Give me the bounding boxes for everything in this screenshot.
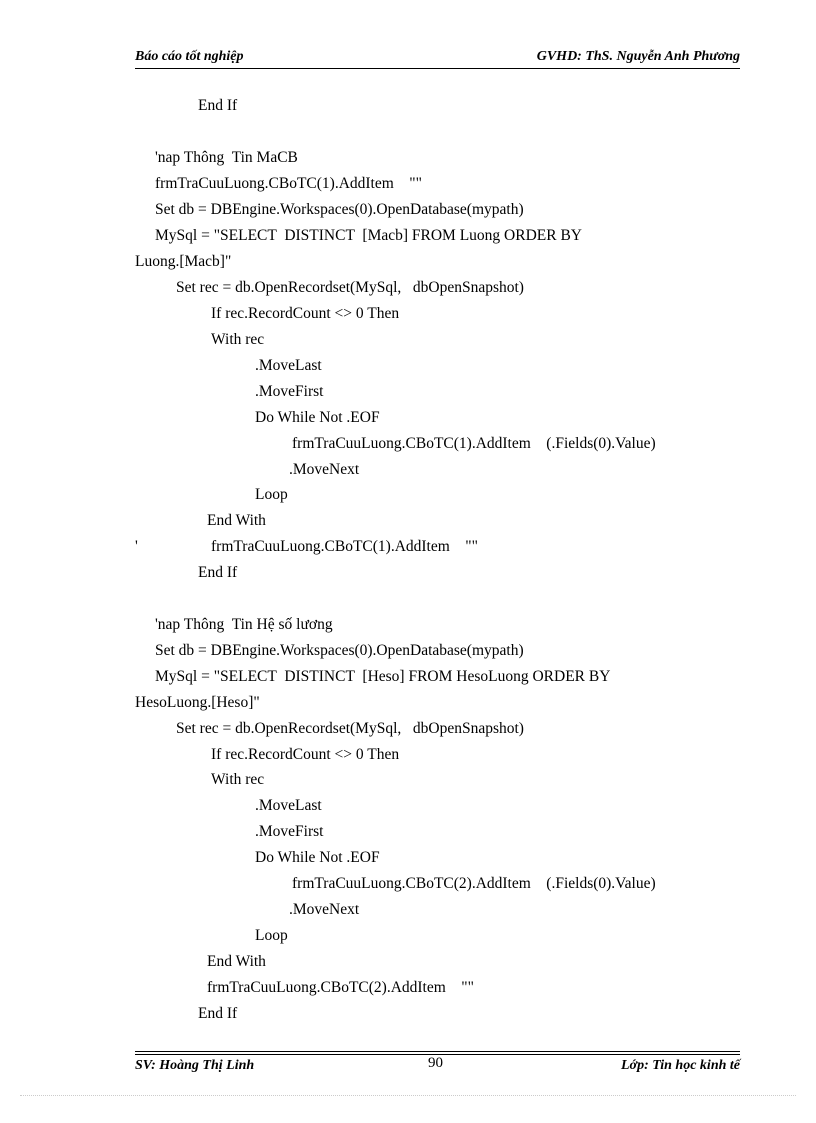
page-edge-divider [20,1095,796,1096]
code-line: frmTraCuuLuong.CBoTC(1).AddItem "" [211,538,478,555]
code-line: frmTraCuuLuong.CBoTC(2).AddItem (.Fields(0).Value) [292,875,656,892]
code-line: 'nap Thông Tin Hệ số lương [155,616,333,633]
code-line: frmTraCuuLuong.CBoTC(1).AddItem (.Fields(0).Value) [292,435,656,452]
code-line: End With [207,953,266,970]
footer-left: SV: Hoàng Thị Linh [135,1058,255,1073]
code-line: 'nap Thông Tin MaCB [155,149,298,166]
code-line: HesoLuong.[Heso]" [135,694,260,711]
code-line: If rec.RecordCount <> 0 Then [211,305,400,322]
code-line: MySql = "SELECT DISTINCT [Macb] FROM Luong ORDER BY [155,227,582,244]
code-line: MySql = "SELECT DISTINCT [Heso] FROM HesoLuong ORDER BY [155,668,611,685]
code-line: frmTraCuuLuong.CBoTC(2).AddItem "" [207,979,474,996]
code-line: End With [207,512,266,529]
code-line: End If [198,564,238,581]
code-line: With rec [211,771,265,788]
code-line: frmTraCuuLuong.CBoTC(1).AddItem "" [155,175,422,192]
code-line: Loop [255,927,288,944]
header-left: Báo cáo tốt nghiệp [135,49,244,64]
code-line: Do While Not .EOF [255,849,380,866]
code-line: Set db = DBEngine.Workspaces(0).OpenDatabase(mypath) [155,642,524,659]
footer-rule [135,1051,740,1052]
code-line: Luong.[Macb]" [135,253,232,270]
code-line: Set db = DBEngine.Workspaces(0).OpenDatabase(mypath) [155,201,524,218]
code-line: End If [198,1005,238,1022]
code-line: With rec [211,331,265,348]
code-line: .MoveLast [255,357,322,374]
code-line: End If [198,97,238,114]
page-number: 90 [428,1055,443,1071]
footer-right: Lớp: Tin học kinh tế [621,1058,740,1073]
code-line: Set rec = db.OpenRecordset(MySql, dbOpenSnapshot) [176,720,524,737]
header-rule [135,68,740,69]
code-line: Do While Not .EOF [255,409,380,426]
code-line: .MoveFirst [255,823,324,840]
code-line: .MoveFirst [255,383,324,400]
code-line: If rec.RecordCount <> 0 Then [211,746,400,763]
code-line: ' [135,538,138,555]
code-line: .MoveNext [289,901,360,918]
code-line: .MoveLast [255,797,322,814]
code-line: Set rec = db.OpenRecordset(MySql, dbOpenSnapshot) [176,279,524,296]
code-line: Loop [255,486,288,503]
header-right: GVHD: ThS. Nguyễn Anh Phương [536,49,740,64]
code-line: .MoveNext [289,461,360,478]
